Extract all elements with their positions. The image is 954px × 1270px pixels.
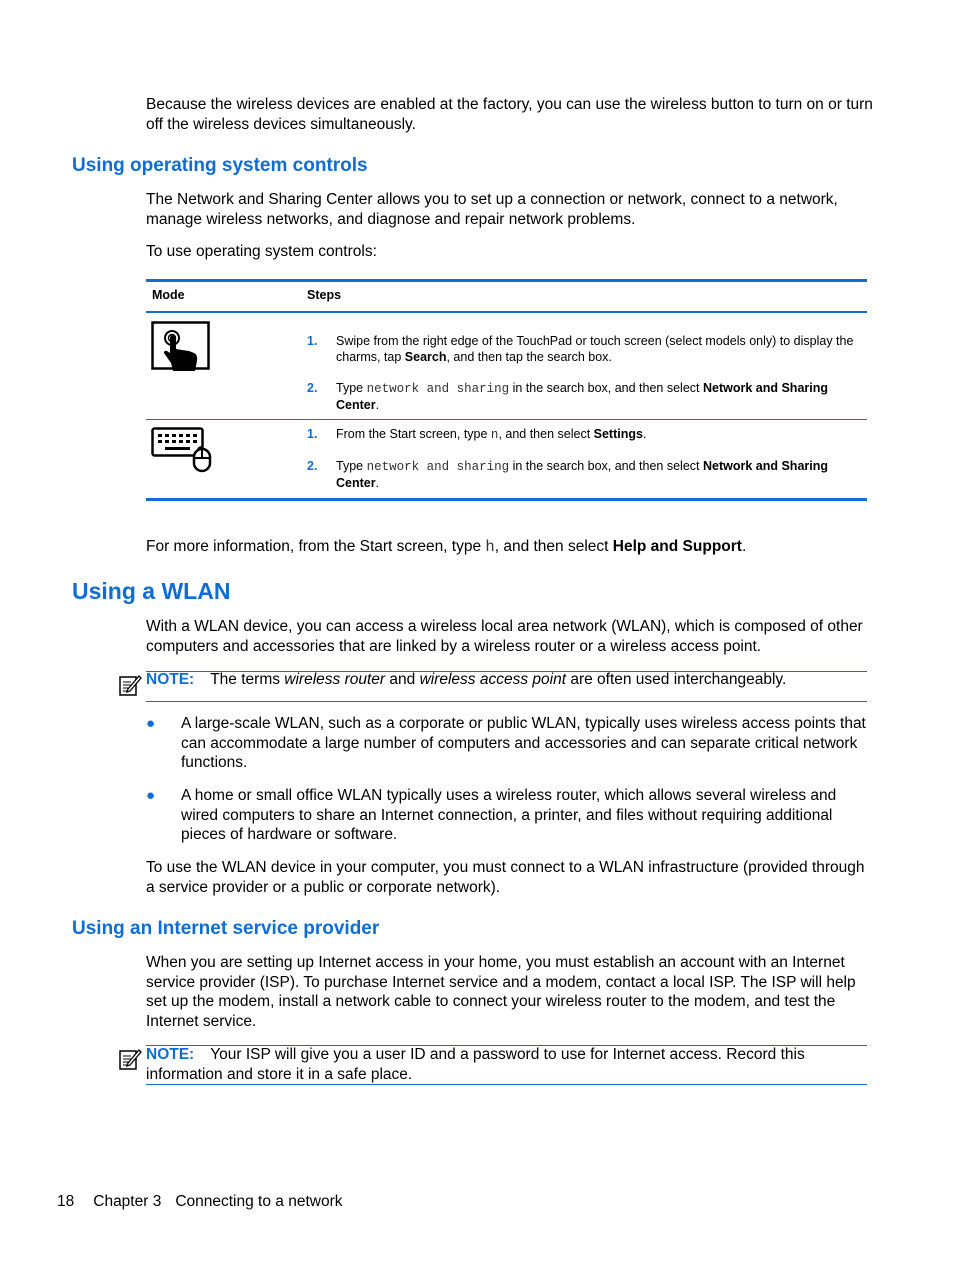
touch-step-2-code: network and sharing xyxy=(366,382,510,396)
note-icon xyxy=(118,1047,142,1076)
isp-note-body: Your ISP will give you a user ID and a password to use for Internet access. Record this information and store it in a safe place. xyxy=(146,1046,805,1083)
more-info-text-mid: , and then select xyxy=(494,538,613,555)
touch-step-2-bold: Network and Sharing Center xyxy=(336,381,829,412)
table-header-mode: Mode xyxy=(152,288,185,302)
touch-gesture-icon xyxy=(151,321,213,378)
touch-step-1-text: Swipe from the right edge of the TouchPad or touch screen (select models only) to display the charms, tap xyxy=(336,334,854,364)
keyboard-step-1-text-mid: , and then select xyxy=(498,427,594,441)
touch-step-1-number: 1. xyxy=(307,334,318,348)
keyboard-step-1-text: From the Start screen, type xyxy=(336,427,491,441)
more-info-text-end: . xyxy=(741,538,747,555)
note-label: NOTE: xyxy=(146,1046,195,1063)
isp-note-bottom-rule xyxy=(146,1084,867,1085)
keyboard-step-1-code: n xyxy=(490,428,499,442)
bullet-marker: ● xyxy=(146,715,156,732)
keyboard-step-2-text-end: . xyxy=(375,476,380,490)
section-heading-wlan: Using a WLAN xyxy=(72,578,231,604)
page-footer xyxy=(57,1192,342,1212)
wlan-note-text-mid: and xyxy=(385,671,420,688)
page-number: 18 xyxy=(57,1193,75,1210)
keyboard-step-1-number: 1. xyxy=(307,427,318,441)
touch-step-2-number: 2. xyxy=(307,381,318,395)
touch-step-1 xyxy=(336,333,856,365)
wlan-note-bottom-rule xyxy=(146,701,867,702)
table-header-steps: Steps xyxy=(307,288,342,302)
keyboard-step-2-bold: Network and Sharing Center xyxy=(336,459,829,490)
more-info-paragraph xyxy=(146,537,874,558)
wlan-infrastructure-paragraph: To use the WLAN device in your computer, you must connect to a WLAN infrastructure (provided through a service provider or a public or corporate network). xyxy=(146,859,865,896)
keyboard-step-2-code: network and sharing xyxy=(366,460,510,474)
wlan-note-text-end: are often used interchangeably. xyxy=(566,671,787,688)
section-heading-isp: Using an Internet service provider xyxy=(72,918,380,939)
keyboard-mouse-icon xyxy=(151,427,215,478)
note-icon xyxy=(118,673,142,702)
keyboard-step-1-text-end: . xyxy=(642,427,647,441)
wlan-note-text xyxy=(146,670,868,690)
table-top-rule xyxy=(146,279,867,282)
isp-paragraph: When you are setting up Internet access in your home, you must establish an account with an Internet service provider (ISP). To purchase Internet service and a modem, contact a local ISP. The ISP will help set up the modem, install a network cable to connect your wireless router to the modem, and test the Internet service. xyxy=(146,954,856,1030)
table-bottom-rule xyxy=(146,498,867,501)
isp-note-text xyxy=(146,1045,868,1084)
more-info-text: For more information, from the Start screen, type xyxy=(146,538,486,555)
keyboard-step-1 xyxy=(336,426,856,443)
wlan-note-italic-1: wireless router xyxy=(284,671,386,688)
keyboard-step-2-text-mid: in the search box, and then select xyxy=(509,459,703,473)
keyboard-step-2 xyxy=(336,458,856,491)
table-header-rule xyxy=(146,311,867,313)
touch-step-2-text-end: . xyxy=(375,398,380,412)
footer-chapter: Chapter 3 xyxy=(93,1193,162,1210)
wlan-note-italic-2: wireless access point xyxy=(419,671,567,688)
list-item: A large-scale WLAN, such as a corporate or public WLAN, typically uses wireless access points that can accommodate a large number of computers and accessories and can separate critical network functions. xyxy=(181,715,866,771)
os-controls-paragraph: The Network and Sharing Center allows you to set up a connection or network, connect to a network, manage wireless networks, and diagnose and repair network problems. xyxy=(146,191,838,228)
wlan-paragraph: With a WLAN device, you can access a wireless local area network (WLAN), which is composed of other computers and accessories that are linked by a wireless router or a wireless access point. xyxy=(146,618,863,655)
footer-chapter-title: Connecting to a network xyxy=(175,1193,343,1210)
touch-step-2-text: Type xyxy=(336,381,367,395)
list-item: A home or small office WLAN typically uses a wireless router, which allows several wireless and wired computers to share an Internet connection, a printer, and files without requiring additional pieces of hardware or software. xyxy=(181,787,837,843)
touch-step-1-bold: Search xyxy=(404,350,447,364)
more-info-code: h xyxy=(485,538,495,556)
touch-step-2-text-mid: in the search box, and then select xyxy=(509,381,703,395)
bullet-marker: ● xyxy=(146,787,156,804)
keyboard-step-2-number: 2. xyxy=(307,459,318,473)
intro-paragraph: Because the wireless devices are enabled at the factory, you can use the wireless button to turn on or turn off the wireless devices simultaneously. xyxy=(146,96,873,133)
section-heading-os-controls: Using operating system controls xyxy=(72,155,368,176)
touch-step-1-text-end: , and then tap the search box. xyxy=(446,350,612,364)
touch-step-2 xyxy=(336,380,856,413)
note-label: NOTE: xyxy=(146,671,195,688)
table-row-divider xyxy=(146,419,867,420)
keyboard-step-2-text: Type xyxy=(336,459,367,473)
more-info-bold: Help and Support xyxy=(612,538,742,555)
os-controls-lead: To use operating system controls: xyxy=(146,243,377,260)
keyboard-step-1-bold: Settings xyxy=(593,427,643,441)
wlan-note-text-start: The terms xyxy=(210,671,285,688)
